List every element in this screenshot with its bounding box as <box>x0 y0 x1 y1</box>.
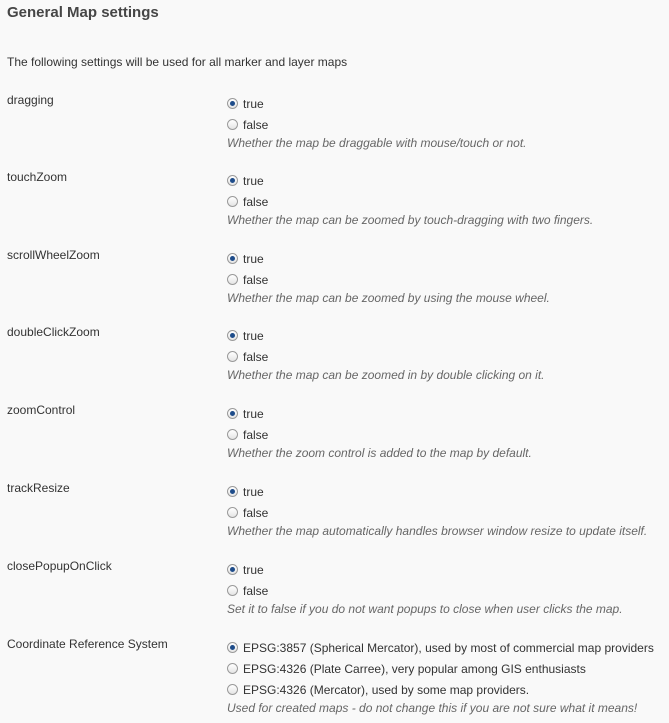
setting-description: Whether the map can be zoomed in by double clicking on it. <box>227 368 545 382</box>
setting-description: Whether the zoom control is added to the map by default. <box>227 446 532 460</box>
radio-button[interactable] <box>227 119 238 130</box>
setting-label: doubleClickZoom <box>7 325 100 339</box>
radio-button-checked[interactable] <box>227 564 238 575</box>
setting-description: Used for created maps - do not change this if you are not sure what it means! <box>227 701 638 715</box>
radio-button[interactable] <box>227 351 238 362</box>
radio-option-false[interactable] <box>227 114 669 135</box>
option-label: true <box>243 328 264 343</box>
radio-option-epsg4326-mercator[interactable] <box>227 679 669 700</box>
option-label: false <box>243 505 269 520</box>
setting-description: Whether the map automatically handles browser window resize to update itself. <box>227 524 648 538</box>
radio-option-false[interactable] <box>227 191 669 212</box>
setting-description: Whether the map be draggable with mouse/touch or not. <box>227 136 527 150</box>
radio-button[interactable] <box>227 507 238 518</box>
option-label: false <box>243 583 269 598</box>
radio-button-checked[interactable] <box>227 408 238 419</box>
option-label: false <box>243 349 269 364</box>
page-title: General Map settings <box>7 4 159 21</box>
radio-button-checked[interactable] <box>227 98 238 109</box>
radio-button-checked[interactable] <box>227 330 238 341</box>
setting-options <box>227 170 669 227</box>
radio-option-false[interactable] <box>227 346 669 367</box>
radio-option-true[interactable] <box>227 248 669 269</box>
option-label: true <box>243 562 264 577</box>
radio-option-true[interactable] <box>227 559 669 580</box>
setting-description: Set it to false if you do not want popups to close when user clicks the map. <box>227 602 623 616</box>
radio-option-false[interactable] <box>227 502 669 523</box>
option-label: EPSG:4326 (Plate Carree), very popular among GIS enthusiasts <box>243 661 586 676</box>
radio-option-epsg4326-plate-carree[interactable] <box>227 658 669 679</box>
intro-text: The following settings will be used for all marker and layer maps <box>7 55 348 69</box>
option-label: false <box>243 272 269 287</box>
option-label: false <box>243 117 269 132</box>
option-label: false <box>243 194 269 209</box>
radio-option-epsg3857-spherical[interactable] <box>227 637 669 658</box>
setting-description: Whether the map can be zoomed by using the mouse wheel. <box>227 291 550 305</box>
setting-label: scrollWheelZoom <box>7 248 100 262</box>
setting-options <box>227 559 669 616</box>
radio-option-false[interactable] <box>227 580 669 601</box>
setting-options <box>227 248 669 305</box>
radio-button[interactable] <box>227 429 238 440</box>
radio-option-true[interactable] <box>227 325 669 346</box>
radio-option-true[interactable] <box>227 481 669 502</box>
setting-options <box>227 325 669 382</box>
radio-button[interactable] <box>227 684 238 695</box>
option-label: true <box>243 251 264 266</box>
radio-button-checked[interactable] <box>227 486 238 497</box>
radio-button-checked[interactable] <box>227 175 238 186</box>
setting-options <box>227 637 669 715</box>
setting-options <box>227 93 669 150</box>
radio-button-checked[interactable] <box>227 253 238 264</box>
option-label: EPSG:4326 (Mercator), used by some map providers. <box>243 682 530 697</box>
setting-label: trackResize <box>7 481 70 495</box>
radio-button[interactable] <box>227 585 238 596</box>
option-label: EPSG:3857 (Spherical Mercator), used by most of commercial map providers <box>243 640 654 655</box>
radio-option-false[interactable] <box>227 424 669 445</box>
option-label: true <box>243 96 264 111</box>
setting-label: closePopupOnClick <box>7 559 112 573</box>
setting-label: dragging <box>7 93 54 107</box>
setting-description: Whether the map can be zoomed by touch-dragging with two fingers. <box>227 213 594 227</box>
radio-option-true[interactable] <box>227 170 669 191</box>
setting-options <box>227 403 669 460</box>
option-label: true <box>243 173 264 188</box>
setting-options <box>227 481 669 538</box>
radio-button[interactable] <box>227 663 238 674</box>
radio-button[interactable] <box>227 196 238 207</box>
setting-label: Coordinate Reference System <box>7 637 168 651</box>
radio-option-false[interactable] <box>227 269 669 290</box>
option-label: true <box>243 484 264 499</box>
option-label: true <box>243 406 264 421</box>
option-label: false <box>243 427 269 442</box>
setting-label: touchZoom <box>7 170 68 184</box>
radio-option-true[interactable] <box>227 93 669 114</box>
radio-button[interactable] <box>227 274 238 285</box>
setting-label: zoomControl <box>7 403 76 417</box>
radio-option-true[interactable] <box>227 403 669 424</box>
radio-button-checked[interactable] <box>227 642 238 653</box>
